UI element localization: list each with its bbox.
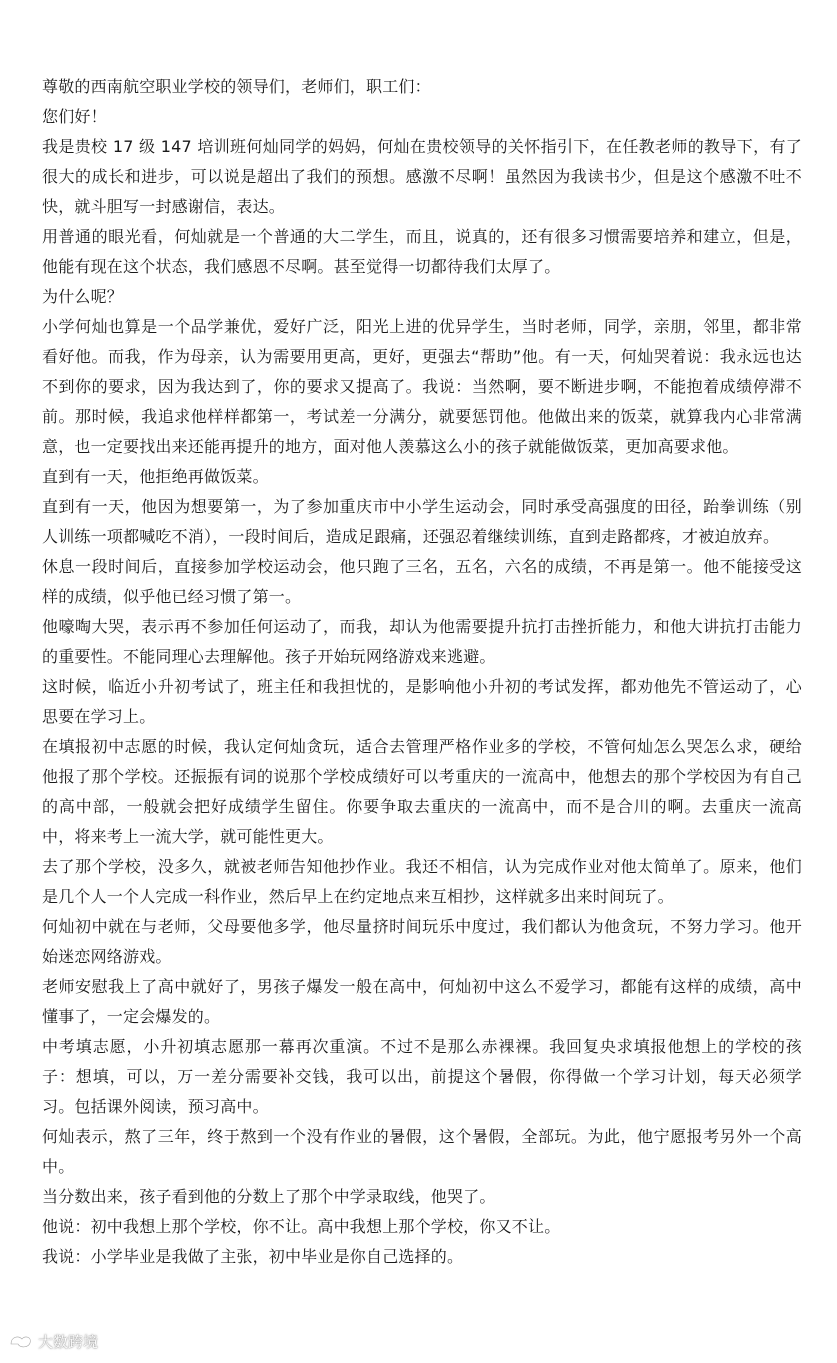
letter-paragraph: 何灿表示，熬了三年，终于熬到一个没有作业的暑假，这个暑假，全部玩。为此，他宁愿报考另外一个高中。 xyxy=(42,1127,802,1176)
letter-paragraph: 直到有一天，他因为想要第一，为了参加重庆市中小学生运动会，同时承受高强度的田径，跆拳训练（别人训练一项都喊吃不消），一段时间后，造成足跟痛，还强忍着继续训练，直到走路都疼，才被迫放弃。 xyxy=(42,497,802,546)
letter-paragraph: 去了那个学校，没多久，就被老师告知他抄作业。我还不相信，认为完成作业对他太简单了。原来，他们是几个人一个人完成一科作业，然后早上在约定地点来互相抄，这样就多出来时间玩了。 xyxy=(42,857,802,906)
letter-paragraph: 老师安慰我上了高中就好了，男孩子爆发一般在高中，何灿初中这么不爱学习，都能有这样的成绩，高中懂事了，一定会爆发的。 xyxy=(42,977,802,1026)
watermark-text: 大数跨境 xyxy=(38,1332,99,1351)
letter-paragraph: 在填报初中志愿的时候，我认定何灿贪玩，适合去管理严格作业多的学校，不管何灿怎么哭怎么求，硬给他报了那个学校。还振振有词的说那个学校成绩好可以考重庆的一流高中，他想去的那个学校因为有自己的高中部，一般就会把好成绩学生留住。你要争取去重庆的一流高中，而不是合川的啊。去重庆一流高中，将来考上一流大学，就可能性更大。 xyxy=(42,737,802,846)
letter-paragraph: 小学何灿也算是一个品学兼优，爱好广泛，阳光上进的优异学生，当时老师，同学，亲朋，邻里，都非常看好他。而我，作为母亲，认为需要用更高，更好，更强去“帮助”他。有一天，何灿哭着说：我永远也达不到你的要求，因为我达到了，你的要求又提高了。我说：当然啊，要不断进步啊，不能抱着成绩停滞不前。那时候，我追求他样样都第一，考试差一分满分，就要惩罚他。他做出来的饭菜，就算我内心非常满意，也一定要找出来还能再提升的地方，面对他人羡慕这么小的孩子就能做饭菜，更加高要求他。 xyxy=(42,317,802,456)
letter-paragraph: 他说：初中我想上那个学校，你不让。高中我想上那个学校，你又不让。 xyxy=(42,1217,561,1236)
letter-greeting: 您们好！ xyxy=(42,107,107,126)
watermark xyxy=(8,1329,98,1353)
letter-paragraph: 他嚎啕大哭，表示再不参加任何运动了，而我，却认为他需要提升抗打击挫折能力，和他大讲抗打击能力的重要性。不能同理心去理解他。孩子开始玩网络游戏来逃避。 xyxy=(42,617,802,666)
letter-paragraph: 为什么呢？ xyxy=(42,287,124,306)
letter-salutation: 尊敬的西南航空职业学校的领导们，老师们，职工们： xyxy=(42,77,431,96)
letter-paragraph: 何灿初中就在与老师，父母要他多学，他尽量挤时间玩乐中度过，我们都认为他贪玩，不努力学习。他开始迷恋网络游戏。 xyxy=(42,917,802,966)
letter-paragraph: 中考填志愿，小升初填志愿那一幕再次重演。不过不是那么赤裸裸。我回复央求填报他想上的学校的孩子：想填，可以，万一差分需要补交钱，我可以出，前提这个暑假，你得做一个学习计划，每天必须学习。包括课外阅读，预习高中。 xyxy=(42,1037,802,1116)
brand-logo-icon xyxy=(8,1331,34,1351)
letter-paragraph: 这时候，临近小升初考试了，班主任和我担忧的，是影响他小升初的考试发挥，都劝他先不管运动了，心思要在学习上。 xyxy=(42,677,802,726)
letter-paragraph: 我是贵校 17 级 147 培训班何灿同学的妈妈，何灿在贵校领导的关怀指引下，在任教老师的教导下，有了很大的成长和进步，可以说是超出了我们的预想。感激不尽啊！虽然因为我读书少，但是这个感激不吐不快，就斗胆写一封感谢信，表达。 xyxy=(42,137,802,216)
letter-paragraph: 直到有一天，他拒绝再做饭菜。 xyxy=(42,467,269,486)
letter-body xyxy=(42,72,802,1272)
letter-paragraph: 用普通的眼光看，何灿就是一个普通的大二学生，而且，说真的，还有很多习惯需要培养和建立，但是，他能有现在这个状态，我们感恩不尽啊。甚至觉得一切都待我们太厚了。 xyxy=(42,227,802,276)
letter-paragraph: 休息一段时间后，直接参加学校运动会，他只跑了三名，五名，六名的成绩，不再是第一。他不能接受这样的成绩，似乎他已经习惯了第一。 xyxy=(42,557,802,606)
letter-paragraph: 我说：小学毕业是我做了主张，初中毕业是你自己选择的。 xyxy=(42,1247,464,1266)
letter-paragraph: 当分数出来，孩子看到他的分数上了那个中学录取线，他哭了。 xyxy=(42,1187,496,1206)
